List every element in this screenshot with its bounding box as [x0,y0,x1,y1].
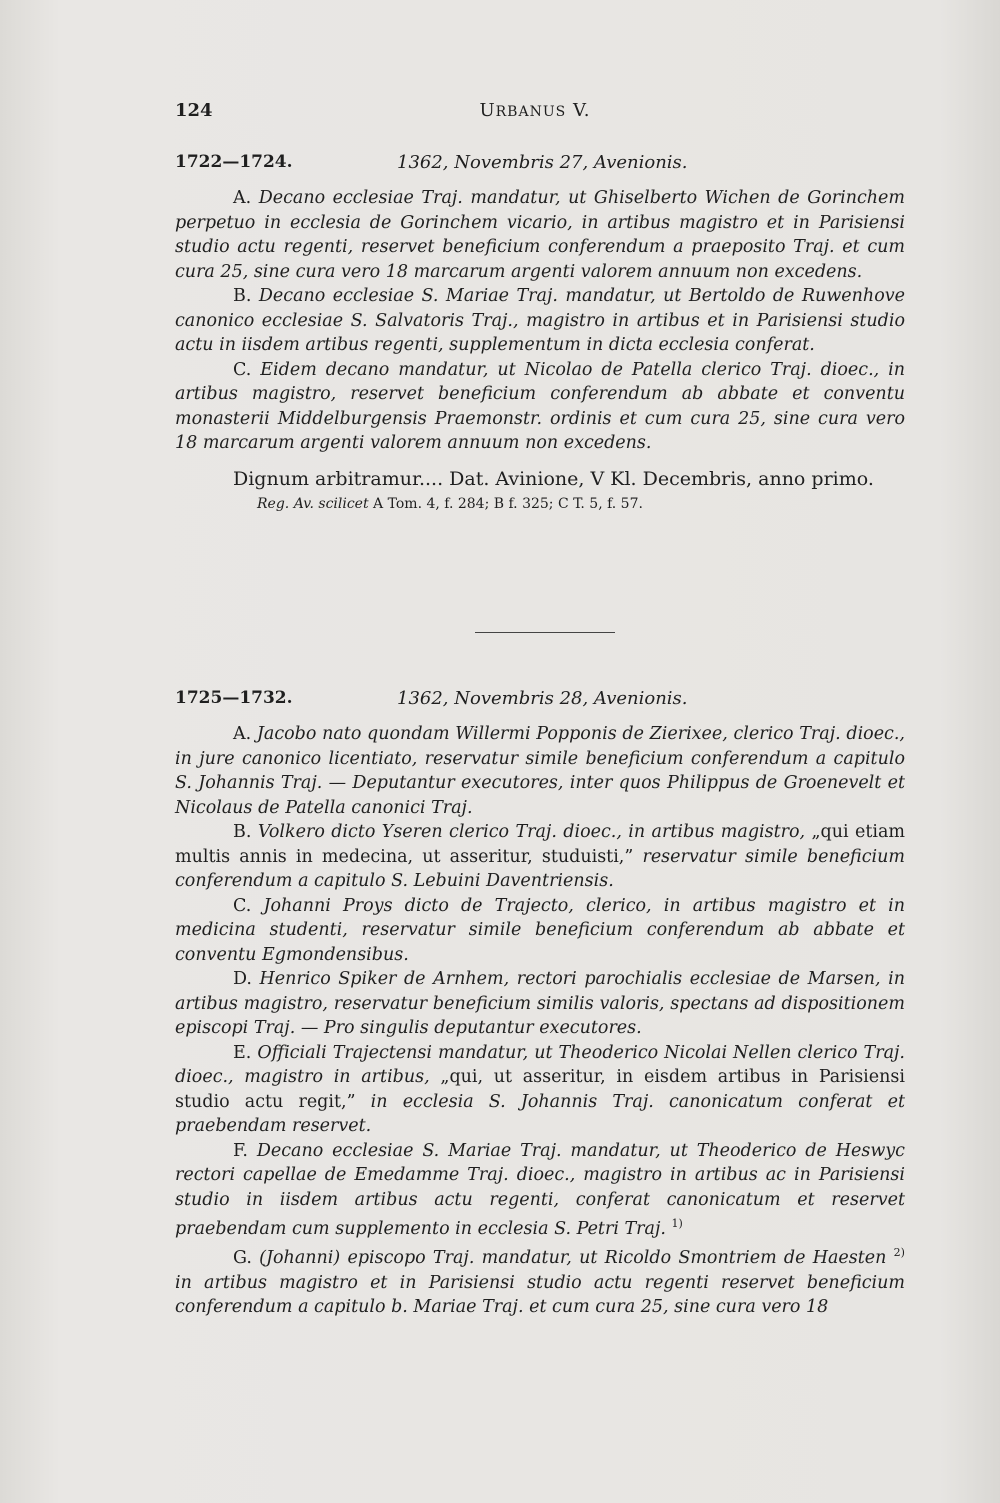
paragraph-e: E. Officiali Trajectensi mandatur, ut Theoderico Nicolai Nellen clerico Traj. dioec., magistro in artibus, „qui, ut asseritur, in eisdem artibus in Parisiensi studio actu regit,” in ecclesia S. Johannis Traj. canonicatum conferat et praebendam reservet. [175,1042,905,1136]
paragraph-g: G. (Johanni) episcopo Traj. mandatur, ut Ricoldo Smontriem de Haesten $^{2)}$ in artibus magistro et in Parisiensi studio actu regenti reservet beneficium conferendum a capitulo b. Mariae Traj. et cum cura 25, sine cura vero 18 [175,1246,905,1318]
paragraph-d: D. Henrico Spiker de Arnhem, rectori parochialis ecclesiae de Marsen, in artibus magistro, reservatur beneficium similis valoris, spectans ad dispositionem episcopi Traj. — Pro singulis deputantur executores. [175,969,905,1038]
register-reference: Reg. Av. scilicet A Tom. 4, f. 284; B f. 325; C T. 5, f. 57. [257,495,643,512]
entry-number: 1725—1732. [175,688,293,708]
paragraph-a: A. Decano ecclesiae Traj. mandatur, ut Ghiselberto Wichen de Gorinchem perpetuo in ecclesia de Gorinchem vicario, in artibus magistro et in Parisiensi studio actu regenti, reservet beneficium conferendum a praeposito Traj. et cum cura 25, sine cura vero 18 marcarum argenti valorem annuum non excedens. [175,188,905,282]
entry-1722-1724 [175,152,905,512]
paragraph-a: A. Jacobo nato quondam Willermi Popponis de Zierixee, clerico Traj. dioec., in jure canonico licentiato, reservatur simile beneficium conferendum a capitulo S. Johannis Traj. — Deputantur executores, inter quos Philippus de Groenevelt et Nicolaus de Patella canonici Traj. [175,724,905,818]
closing-formula: Dignum arbitramur.... Dat. Avinione, V Kl. Decembris, anno primo. [233,467,874,490]
entry-date: 1362, Novembris 28, Avenionis. [397,688,688,709]
entry-heading [175,152,905,186]
entry-1725-1732 [175,688,905,1320]
paragraph-f: F. Decano ecclesiae S. Mariae Traj. mandatur, ut Theoderico de Heswyc rectori capellae de Emedamme Traj. dioec., magistro in artibus ac in Parisiensi studio in iisdem artibus actu regenti, conferat canonicatum et reservet praebendam cum supplemento in ecclesia S. Petri Traj. $^{1)}$ [175,1140,905,1239]
running-title: URBANUS V. [479,100,591,121]
footnote-marker: 1) [671,1217,683,1230]
paragraph-b: B. Decano ecclesiae S. Mariae Traj. mandatur, ut Bertoldo de Ruwenhove canonico ecclesiae S. Salvatoris Traj., magistro in artibus et in Parisiensi studio actu in iisdem artibus regenti, supplementum in dicta ecclesia conferat. [175,286,905,355]
entry-date: 1362, Novembris 27, Avenionis. [397,152,688,173]
entry-heading [175,688,905,722]
footnote-marker: 2) [893,1246,905,1260]
section-divider [475,632,615,633]
page-header [175,100,895,130]
paragraph-c: C. Eidem decano mandatur, ut Nicolao de Patella clerico Traj. dioec., in artibus magistro, reservet beneficium conferendum ab abbate et conventu monasterii Middelburgensis Praemonstr. ordinis et cum cura 25, sine cura vero 18 marcarum argenti valorem annuum non excedens. [175,359,905,453]
paragraph-c: C. Johanni Proys dicto de Trajecto, clerico, in artibus magistro et in medicina studenti, reservatur simile beneficium conferendum ab abbate et conventu Egmondensibus. [175,895,905,965]
paragraph-b: B. Volkero dicto Yseren clerico Traj. dioec., in artibus magistro, „qui etiam multis annis in medecina, ut asseritur, studuisti,” reservatur simile beneficium conferendum a capitulo S. Lebuini Daventriensis. [175,822,905,891]
page-number: 124 [175,100,213,121]
entry-number: 1722—1724. [175,152,293,172]
